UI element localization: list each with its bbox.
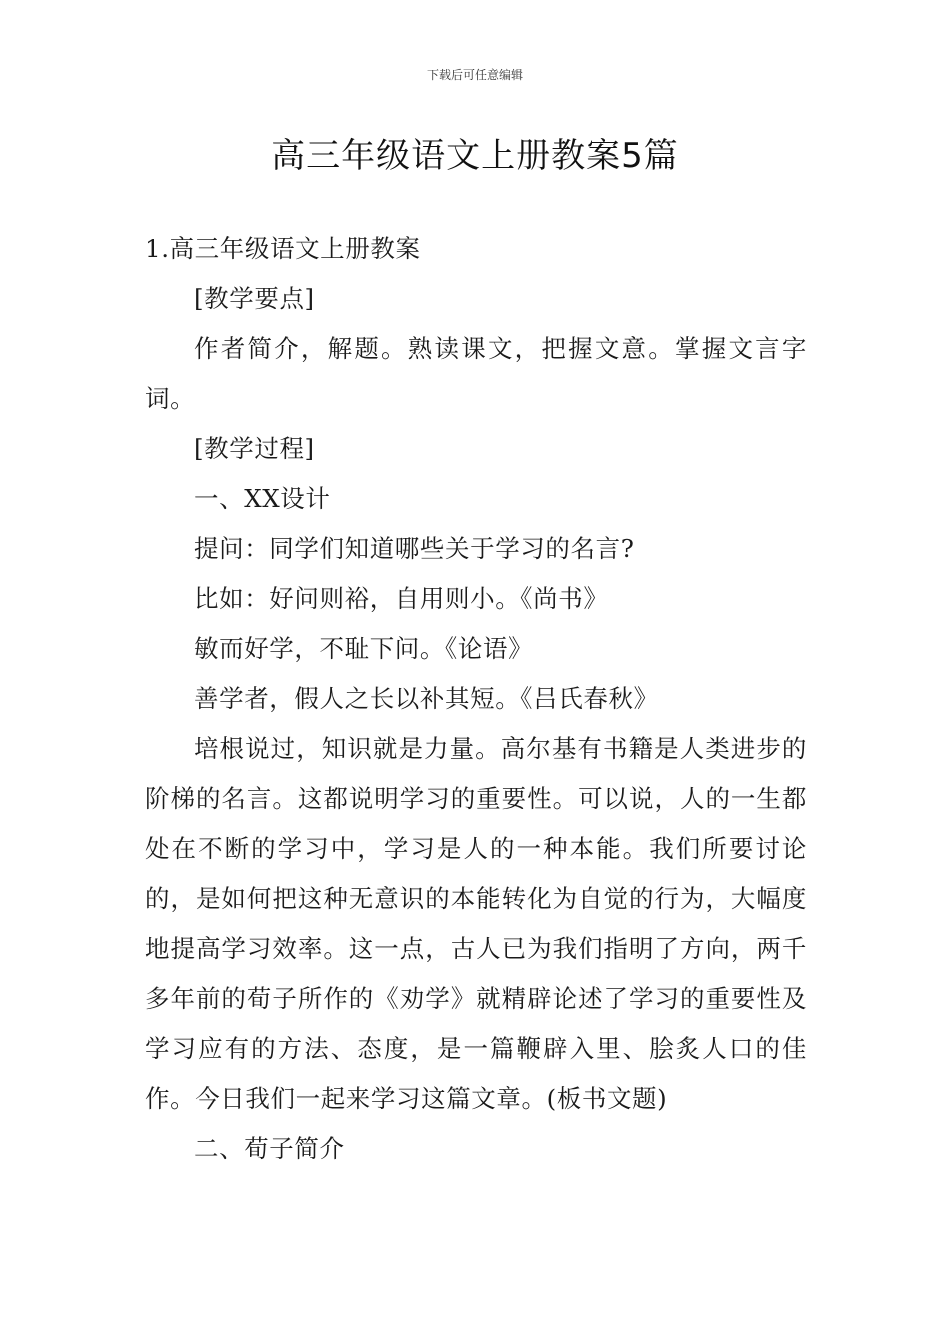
paragraph-subheading-xunzi: 二、荀子简介 (194, 1134, 345, 1163)
paragraph-introduction: 培根说过，知识就是力量。高尔基有书籍是人类进步的阶梯的名言。这都说明学习的重要性。可以说，人的一生都处在不断的学习中，学习是人的一种本能。我们所要讨论的，是如何把这种无意识的本能转化为自觉的行为，大幅度地提高学习效率。这一点，古人已为我们指明了方向，两千多年前的荀子所作的《劝学》就精辟论述了学习的重要性及学习应有的方法、态度，是一篇鞭辟入里、脍炙人口的佳作。今日我们一起来学习这篇文章。(板书文题) (145, 734, 807, 1113)
paragraph-subheading-design: 一、XX设计 (194, 484, 331, 513)
header-note: 下载后可任意编辑 (426, 68, 523, 82)
paragraph-teaching-points-label: [教学要点] (194, 284, 315, 313)
section-heading: 1.高三年级语文上册教案 (145, 234, 421, 263)
paragraph-quote-shangshu: 比如：好问则裕，自用则小。《尚书》 (194, 584, 609, 613)
paragraph-teaching-process-label: [教学过程] (194, 434, 315, 463)
paragraph-quote-lushichunqiu: 善学者，假人之长以补其短。《吕氏春秋》 (194, 684, 659, 713)
document-title: 高三年级语文上册教案5篇 (271, 136, 679, 176)
paragraph-quote-lunyu: 敏而好学，不耻下问。《论语》 (194, 634, 534, 663)
paragraph-teaching-points: 作者简介，解题。熟读课文，把握文意。掌握文言字词。 (145, 334, 807, 413)
paragraph-question: 提问：同学们知道哪些关于学习的名言? (194, 534, 635, 563)
document-body (145, 224, 807, 1174)
